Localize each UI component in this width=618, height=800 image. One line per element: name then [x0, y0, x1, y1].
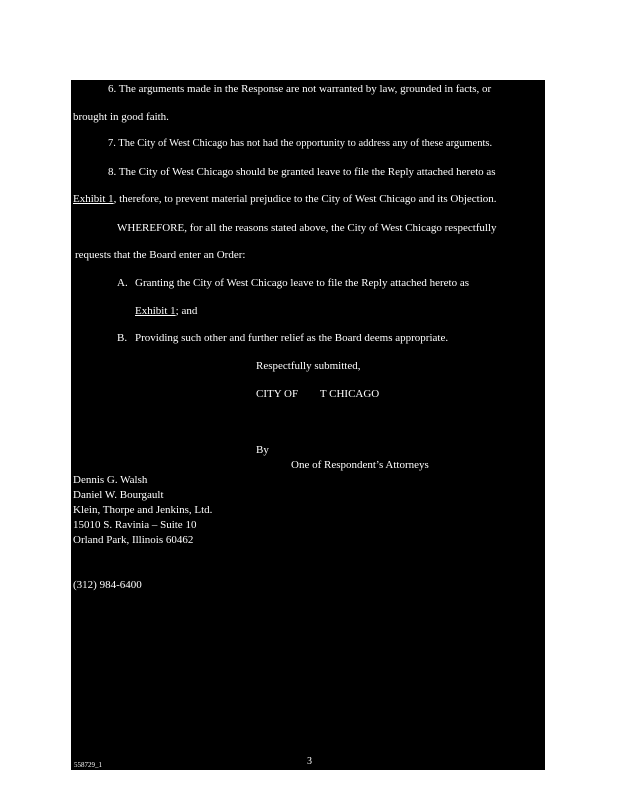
counsel-address-city: Orland Park, Illinois 60462 — [73, 534, 194, 546]
signature-role: One of Respondent’s Attorneys — [291, 459, 429, 471]
counsel-firm: Klein, Thorpe and Jenkins, Ltd. — [73, 504, 213, 516]
relief-a-tail: ; and — [175, 305, 198, 317]
relief-a-text: Granting the City of West Chicago leave to file the Reply attached hereto as — [135, 277, 470, 289]
wherefore-line-2: requests that the Board enter an Order: — [75, 249, 246, 261]
wherefore-line-1: WHEREFORE, for all the reasons stated above, the City of West Chicago respectfully — [117, 222, 497, 234]
relief-b-text: Providing such other and further relief as the Board deems appropriate. — [135, 332, 449, 344]
paragraph-8-line-2-text: , therefore, to prevent material prejudice to the City of West Chicago and its Objection. — [113, 193, 497, 205]
signature-closing: Respectfully submitted, — [256, 360, 361, 372]
paragraph-8-line-1: 8. The City of West Chicago should be granted leave to file the Reply attached hereto as — [108, 166, 496, 178]
counsel-phone: (312) 984-6400 — [73, 579, 142, 591]
paragraph-6-line-2: brought in good faith. — [73, 111, 169, 123]
counsel-name-2: Daniel W. Bourgault — [73, 489, 164, 501]
relief-b-label: B. — [117, 332, 128, 344]
counsel-address-street: 15010 S. Ravinia – Suite 10 — [73, 519, 197, 531]
exhibit-1-reference: Exhibit 1 — [73, 193, 114, 205]
page-number: 3 — [307, 756, 312, 767]
document-page — [71, 80, 545, 770]
relief-a-label: A. — [117, 277, 128, 289]
counsel-name-1: Dennis G. Walsh — [73, 474, 148, 486]
paragraph-7: 7. The City of West Chicago has not had the opportunity to address any of these arguments. — [108, 138, 493, 149]
signature-party: CITY OF T CHICAGO — [256, 388, 380, 400]
paragraph-6-line-1: 6. The arguments made in the Response are not warranted by law, grounded in facts, or — [108, 83, 492, 95]
relief-a-line-2 — [135, 304, 197, 318]
document-id: 558729_1 — [74, 761, 102, 769]
paragraph-8-line-2 — [73, 192, 497, 206]
signature-by: By — [256, 444, 269, 456]
relief-a-exhibit-reference: Exhibit 1 — [135, 305, 176, 317]
